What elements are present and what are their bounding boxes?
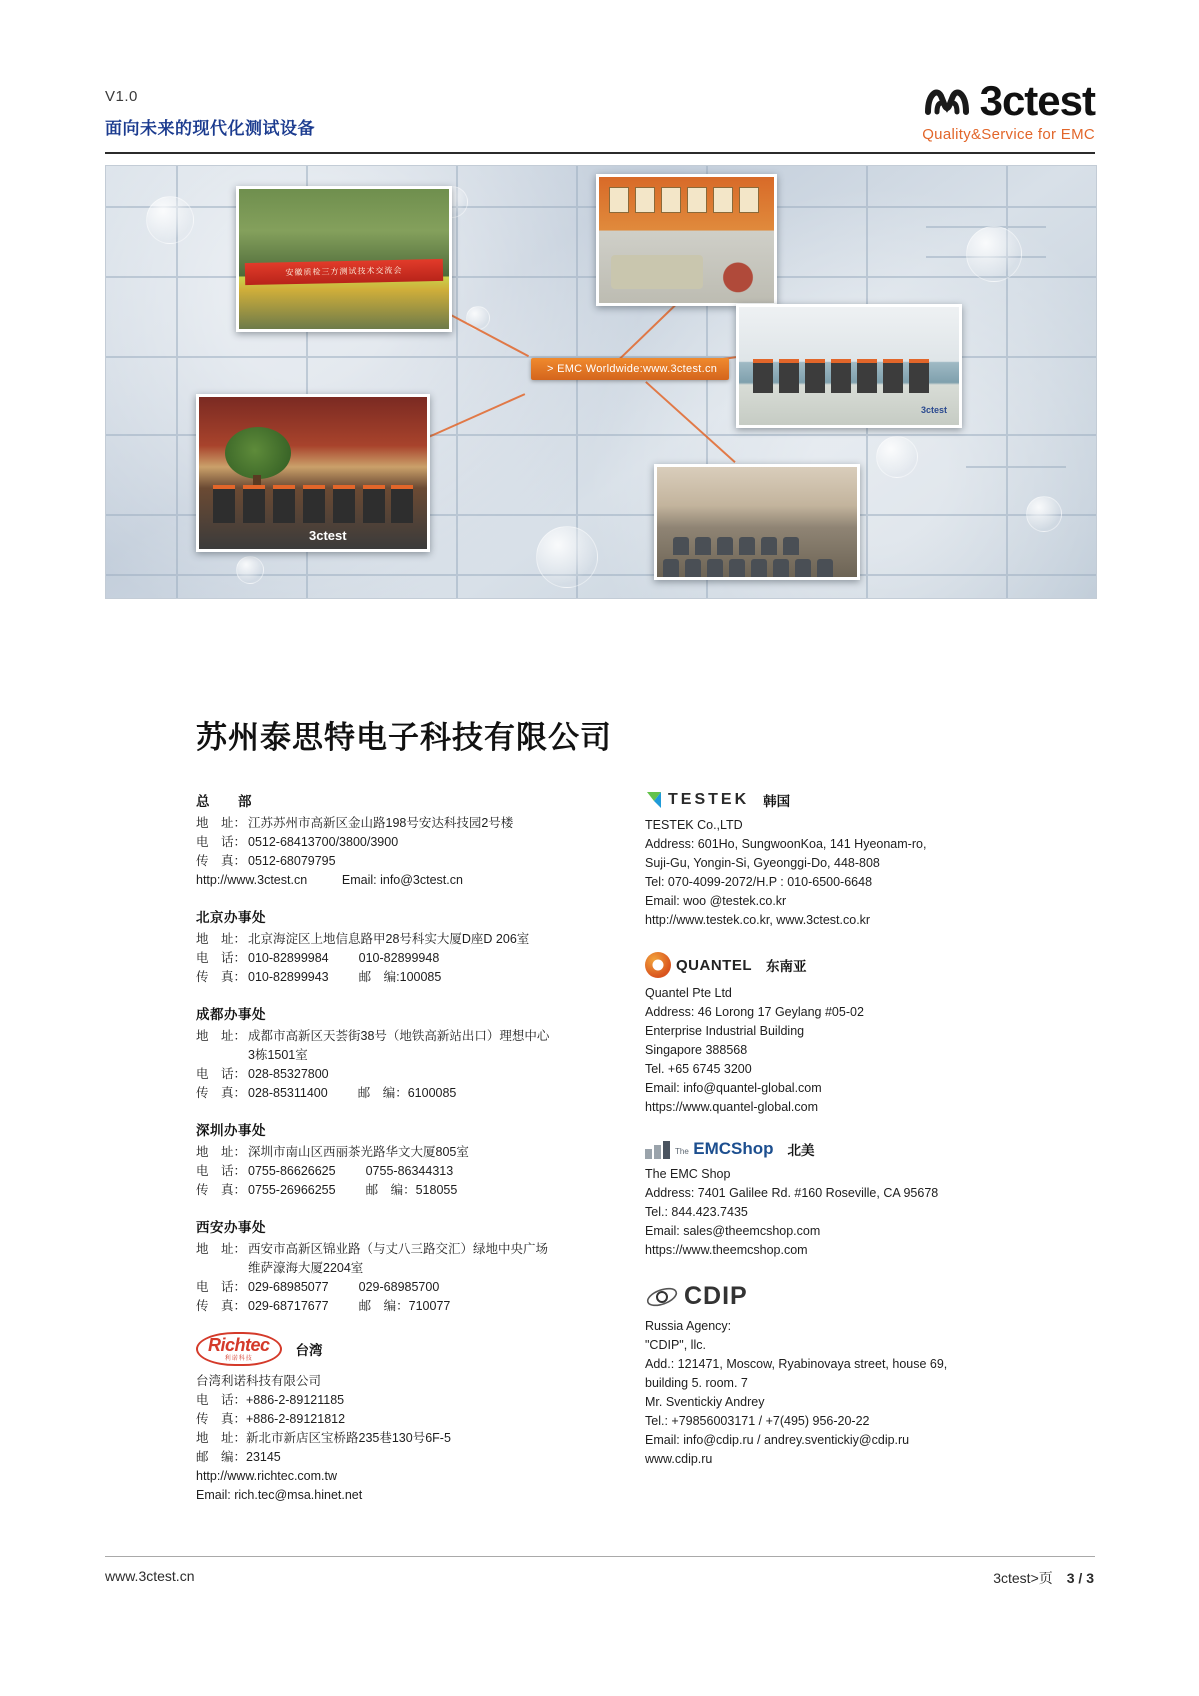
office-line-label: 地 址： [196,816,247,830]
footer-divider [105,1556,1095,1557]
footer-website[interactable]: www.3ctest.cn [105,1568,195,1584]
office-line [196,1065,566,1084]
quantel-logo-text: QUANTEL [676,956,752,974]
testek-logo-text: TESTEK [668,791,750,808]
partner-website[interactable]: https://www.theemcshop.com [645,1243,808,1257]
office-line-value-2: 邮 编：710077 [358,1299,451,1313]
partner-line: Tel.: +79856003171 / +7(495) 956-20-22 [645,1414,870,1428]
office-line-value: 0512-68079795 [248,854,336,868]
page-number: 3 / 3 [1066,1570,1094,1586]
header-divider [105,152,1095,154]
partner-email[interactable]: Email: sales@theemcshop.com [645,1224,821,1238]
office-line-label: 传 真： [196,970,247,984]
office-line-label: 地 址： [196,1242,247,1256]
richtec-logo-text: Richtec [208,1335,270,1355]
partner-line: 地 址：新北市新店区宝桥路235巷130号6F-5 [196,1431,451,1445]
partner-line: building 5. room. 7 [645,1376,748,1390]
office-line [196,1278,566,1297]
photo-office-lounge [596,174,777,306]
office-line-value: 028-85311400 [248,1086,328,1100]
office-line-label: 地 址： [196,1029,247,1043]
office-line-value-2: 029-68985700 [358,1280,440,1294]
international-partners-column [645,790,1045,1475]
office-block-beijing [196,906,566,987]
office-line-label: 传 真： [196,1183,247,1197]
partner-email[interactable]: Email: woo @testek.co.kr [645,894,787,908]
brand-name: 3ctest [979,77,1095,124]
partner-region-label: 东南亚 [766,959,807,974]
office-line-value: 维萨濠海大厦2204室 [248,1261,364,1275]
office-line-value-2: 0755-86344313 [365,1164,454,1178]
brand-logo [922,77,1095,143]
office-line-value: 0512-68413700/3800/3900 [248,835,399,849]
partner-line: Suji-Gu, Yongin-Si, Gyeonggi-Do, 448-808 [645,856,880,870]
office-line [196,814,566,833]
partner-line: Address: 601Ho, SungwoonKoa, 141 Hyeonam-ro, [645,837,927,851]
partner-line: Russia Agency: [645,1319,732,1333]
partner-email[interactable]: Email: rich.tec@msa.hinet.net [196,1488,363,1502]
office-line-value-2: 邮 编:100085 [358,970,442,984]
cdip-logo-icon [645,1282,748,1311]
partner-line: 台湾利诺科技有限公司 [196,1374,322,1388]
office-block-xian [196,1216,566,1316]
partner-line: TESTEK Co.,LTD [645,818,743,832]
office-line [196,833,566,852]
domestic-offices-column [196,790,566,1511]
office-line [196,1046,566,1065]
partner-line: Address: 46 Lorong 17 Geylang #05-02 [645,1005,864,1019]
office-line [196,949,566,968]
partner-email[interactable]: Email: info@cdip.ru / andrey.sventickiy@cdip.ru [645,1433,910,1447]
office-line-value-2: 邮 编：6100085 [357,1086,457,1100]
emcshop-logo-text: EMCShop [693,1139,774,1158]
office-line [196,1084,566,1103]
partner-line: Address: 7401 Galilee Rd. #160 Roseville, CA 95678 [645,1186,939,1200]
office-line-label: 电 话： [196,1280,247,1294]
partner-line: Tel. +65 6745 3200 [645,1062,752,1076]
partner-block-cdip [645,1282,1045,1469]
office-line [196,1297,566,1316]
cdip-logo-text: CDIP [684,1282,748,1310]
partner-line: Enterprise Industrial Building [645,1024,805,1038]
photo-exhibition-booth [196,394,430,552]
header-slogan: 面向未来的现代化测试设备 [105,119,315,138]
partner-region-label: 台湾 [295,1343,323,1358]
office-name: 深圳办事处 [196,1123,266,1138]
office-block-hq [196,790,566,890]
company-name-title: 苏州泰思特电子科技有限公司 [196,720,612,755]
page-header [105,77,1095,150]
photo-lab-logo-label: 3ctest [920,405,947,415]
office-line-value: 江苏苏州市高新区金山路198号安达科技园2号楼 [248,816,514,830]
hero-collage-image [105,165,1097,599]
photo-banner-text: 安徽质检三方测试技术交流会 [285,265,403,278]
office-line-label: 地 址： [196,1145,247,1159]
office-block-shenzhen [196,1119,566,1200]
office-line-value: 029-68717677 [248,1299,329,1313]
office-line [196,1240,566,1259]
office-line [196,930,566,949]
partner-website[interactable]: http://www.richtec.com.tw [196,1469,338,1483]
office-line-value: 0755-86626625 [248,1164,336,1178]
footer-page-info [993,1568,1094,1588]
partner-region-label: 韩国 [763,794,791,809]
office-line-value: 成都市高新区天荟街38号（地铁高新站出口）理想中心 [248,1029,550,1043]
office-line [196,1259,566,1278]
office-line-value: 010-82899984 [248,951,329,965]
office-line [196,968,566,987]
office-name: 西安办事处 [196,1220,266,1235]
richtec-logo-icon [196,1332,282,1366]
partner-line: 传 真：+886-2-89121812 [196,1412,346,1426]
office-line-value-2: 邮 编：518055 [365,1183,458,1197]
partner-line: Mr. Sventickiy Andrey [645,1395,765,1409]
office-name: 北京办事处 [196,910,266,925]
office-line-value: 北京海淀区上地信息路甲28号科实大厦D座D 206室 [248,932,530,946]
office-name: 成都办事处 [196,1007,266,1022]
office-web-email[interactable]: http://www.3ctest.cn Email: info@3ctest.cn [196,873,463,887]
footer-label: 3ctest>页 [993,1570,1053,1586]
partner-region-label: 北美 [787,1143,815,1158]
partner-line: The EMC Shop [645,1167,731,1181]
partner-line: Singapore 388568 [645,1043,748,1057]
emcshop-logo-subtext: The [675,1147,689,1156]
office-line-label: 传 真： [196,854,247,868]
office-line [196,1181,566,1200]
photo-conference-hall [654,464,860,580]
partner-email[interactable]: Email: info@quantel-global.com [645,1081,822,1095]
office-line-label: 地 址： [196,932,247,946]
3ctest-mark-icon [924,84,970,118]
partner-line: 电 话：+886-2-89121185 [196,1393,345,1407]
office-line-value: 西安市高新区锦业路（与丈八三路交汇）绿地中央广场 [248,1242,549,1256]
partner-line: Tel.: 844.423.7435 [645,1205,748,1219]
testek-logo-icon [645,790,749,810]
office-line [196,1162,566,1181]
partner-block-emcshop [645,1139,1045,1260]
photo-team-group [236,186,452,332]
office-block-chengdu [196,1003,566,1103]
office-line [196,1027,566,1046]
office-line-label: 电 话： [196,951,247,965]
partner-block-richtec [196,1332,566,1505]
partner-line: Tel: 070-4099-2072/H.P : 010-6500-6648 [645,875,873,889]
partner-line: Quantel Pte Ltd [645,986,732,1000]
office-line-value: 010-82899943 [248,970,329,984]
quantel-logo-icon [645,952,752,978]
partner-website[interactable]: http://www.testek.co.kr, www.3ctest.co.kr [645,913,871,927]
richtec-logo-subtext: 利诺科技 [224,1356,253,1362]
brand-tagline: Quality&Service for EMC [922,126,1095,143]
photo-expo-logo-label: 3ctest [309,528,347,543]
partner-line: Add.: 121471, Moscow, Ryabinovaya street, house 69, [645,1357,948,1371]
partner-website[interactable]: www.cdip.ru [645,1452,713,1466]
office-line-value: 029-68985077 [248,1280,329,1294]
partner-block-testek [645,790,1045,930]
office-line-label: 传 真： [196,1086,247,1100]
hero-worldwide-badge: > EMC Worldwide:www.3ctest.cn [531,358,729,380]
office-line-value: 3栋1501室 [248,1048,308,1062]
office-line-label: 电 话： [196,835,247,849]
office-line-value-2: 010-82899948 [358,951,440,965]
office-line-value: 028-85327800 [248,1067,329,1081]
office-line-value: 0755-26966255 [248,1183,336,1197]
office-line-label: 传 真： [196,1299,247,1313]
partner-block-quantel [645,952,1045,1117]
partner-website[interactable]: https://www.quantel-global.com [645,1100,819,1114]
partner-line: 邮 编：23145 [196,1450,281,1464]
emcshop-logo-icon [645,1139,774,1159]
office-line-value: 深圳市南山区西丽茶光路华文大厦805室 [248,1145,469,1159]
office-line-label: 电 话： [196,1164,247,1178]
document-version: V1.0 [105,88,138,105]
photo-laboratory [736,304,962,428]
office-line [196,852,566,871]
cdip-orbit-icon [645,1284,679,1310]
partner-line: "CDIP", llc. [645,1338,706,1352]
office-name: 总 部 [196,794,252,809]
office-line [196,1143,566,1162]
office-line-label: 电 话： [196,1067,247,1081]
